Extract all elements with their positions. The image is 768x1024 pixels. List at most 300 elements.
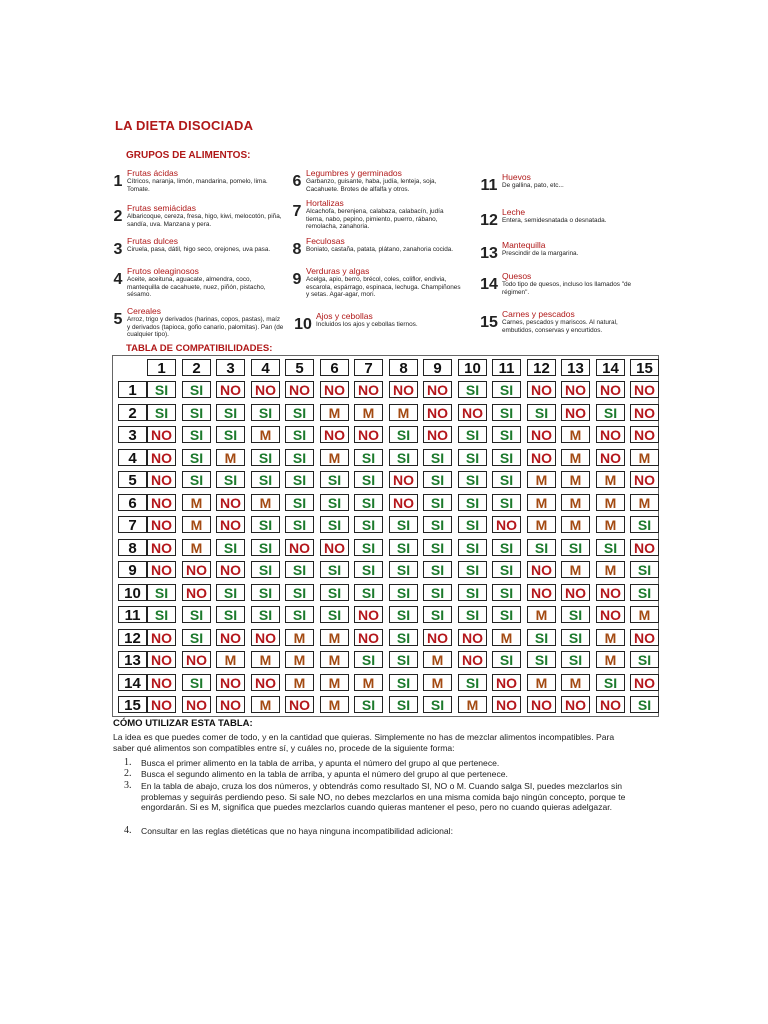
row-header: 4 (118, 449, 147, 466)
compat-cell: SI (561, 651, 590, 668)
compat-cell: NO (354, 426, 383, 443)
row-header: 3 (118, 426, 147, 443)
compat-cell: NO (492, 696, 521, 713)
compat-cell: SI (389, 539, 418, 556)
compat-cell: NO (354, 629, 383, 646)
compat-cell: SI (630, 584, 659, 601)
compat-cell: M (182, 539, 211, 556)
compat-cell: NO (561, 584, 590, 601)
compat-cell: NO (251, 674, 280, 691)
compat-cell: SI (492, 404, 521, 421)
column-header: 10 (458, 359, 487, 376)
compat-cell: SI (423, 696, 452, 713)
compat-cell: SI (182, 426, 211, 443)
group-number: 12 (480, 212, 498, 229)
compat-cell: M (251, 494, 280, 511)
compat-cell: NO (182, 651, 211, 668)
compat-cell: NO (596, 381, 625, 398)
compat-cell: NO (216, 516, 245, 533)
compat-cell: NO (527, 561, 556, 578)
row-header: 7 (118, 516, 147, 533)
compat-cell: NO (527, 381, 556, 398)
compat-cell: SI (630, 651, 659, 668)
step-text: Busca el segundo alimento en la tabla de arriba, y apunta el número del grupo al que pertenece. (141, 769, 508, 779)
compat-cell: SI (182, 629, 211, 646)
group-description: Todo tipo de quesos, incluso los llamados "de régimen". (502, 281, 632, 296)
group-number: 15 (480, 314, 498, 331)
compat-cell: SI (492, 584, 521, 601)
compat-cell: M (458, 696, 487, 713)
row-header: 15 (118, 696, 147, 713)
compat-cell: NO (630, 629, 659, 646)
compat-cell: M (320, 696, 349, 713)
compat-cell: NO (216, 696, 245, 713)
compat-cell: M (630, 606, 659, 623)
group-number: 14 (480, 276, 498, 293)
compat-cell: SI (527, 539, 556, 556)
compat-cell: SI (354, 449, 383, 466)
row-header: 5 (118, 471, 147, 488)
group-name: Frutas dulces (127, 236, 179, 246)
food-group (477, 207, 647, 229)
step-text: Consultar en las reglas dietéticas que no haya ninguna incompatibilidad adicional: (141, 826, 453, 836)
compat-cell: SI (458, 381, 487, 398)
compat-cell: M (596, 516, 625, 533)
step-item (124, 769, 644, 780)
compat-cell: SI (251, 404, 280, 421)
compat-cell: M (320, 449, 349, 466)
group-name: Frutas semiácidas (127, 203, 196, 213)
row-header: 11 (118, 606, 147, 623)
compat-cell: NO (527, 449, 556, 466)
group-number: 9 (292, 271, 302, 288)
compat-cell: NO (423, 629, 452, 646)
column-header: 8 (389, 359, 418, 376)
group-description: Arroz, trigo y derivados (harinas, copos, pastas), maíz y derivados (tapioca, gofio canario, palomitas). Pan (de cualquier tipo). (127, 316, 284, 339)
compat-cell: SI (389, 516, 418, 533)
groups-heading: GRUPOS DE ALIMENTOS: (126, 150, 251, 161)
column-header: 12 (527, 359, 556, 376)
compat-cell: NO (147, 696, 176, 713)
group-description: Alcachofa, berenjena, calabaza, calabacín, judía tierna, nabo, pepino, pimiento, puerro, rábano, remolacha, zanahoria. (306, 208, 444, 231)
compat-cell: SI (216, 584, 245, 601)
compat-cell: NO (285, 381, 314, 398)
compat-cell: SI (389, 629, 418, 646)
compat-cell: NO (147, 426, 176, 443)
compat-cell: NO (596, 426, 625, 443)
compat-cell: M (285, 629, 314, 646)
compat-cell: M (527, 516, 556, 533)
compat-cell: SI (389, 606, 418, 623)
compat-cell: NO (216, 381, 245, 398)
group-description: Incluidos los ajos y cebollas tiernos. (316, 321, 418, 328)
compat-cell: NO (596, 606, 625, 623)
food-group (112, 203, 284, 228)
group-number: 1 (113, 173, 123, 190)
compat-cell: M (285, 674, 314, 691)
compat-cell: NO (527, 584, 556, 601)
compat-cell: NO (389, 381, 418, 398)
compat-cell: NO (182, 696, 211, 713)
compat-cell: SI (251, 516, 280, 533)
compat-cell: SI (423, 449, 452, 466)
compat-cell: NO (147, 651, 176, 668)
group-description: Ciruela, pasa, dátil, higo seco, orejones, uva pasa. (127, 246, 271, 253)
group-number: 4 (113, 271, 123, 288)
compat-cell: NO (630, 426, 659, 443)
compat-cell: M (423, 651, 452, 668)
compat-cell: SI (492, 651, 521, 668)
compat-cell: M (320, 404, 349, 421)
compat-cell: SI (423, 584, 452, 601)
compat-cell: SI (216, 539, 245, 556)
compat-cell: SI (458, 584, 487, 601)
food-group (477, 240, 647, 262)
compat-cell: M (561, 516, 590, 533)
group-name: Ajos y cebollas (316, 311, 373, 321)
compat-cell: M (182, 516, 211, 533)
step-item (124, 826, 644, 837)
food-group (477, 309, 647, 334)
compat-cell: SI (251, 584, 280, 601)
compat-cell: SI (285, 426, 314, 443)
compat-cell: M (596, 651, 625, 668)
food-group (291, 236, 463, 258)
compat-cell: NO (492, 516, 521, 533)
food-group (477, 271, 647, 296)
group-description: Albaricoque, cereza, fresa, higo, kiwi, melocotón, piña, sandía, uva. Manzana y pera. (127, 213, 282, 228)
compat-cell: M (596, 494, 625, 511)
compat-cell: SI (458, 539, 487, 556)
compat-cell: SI (492, 494, 521, 511)
compat-cell: SI (527, 404, 556, 421)
compat-cell: SI (320, 494, 349, 511)
compat-cell: SI (423, 471, 452, 488)
compat-cell: SI (182, 404, 211, 421)
group-description: Acelga, apio, berro, brécol, coles, coliflor, endivia, escarola, espárrago, espinaca, lechuga. Champiñones y setas. Agar-agar, mori. (306, 276, 461, 299)
column-header: 13 (561, 359, 590, 376)
compat-cell: SI (354, 471, 383, 488)
group-name: Frutas ácidas (127, 168, 179, 178)
compat-cell: NO (354, 381, 383, 398)
table-heading: TABLA DE COMPATIBILIDADES: (126, 343, 273, 354)
group-name: Hortalizas (306, 198, 344, 208)
row-header: 8 (118, 539, 147, 556)
step-number: 4. (124, 825, 132, 836)
food-group (477, 172, 647, 194)
compat-cell: SI (492, 539, 521, 556)
compat-cell: SI (285, 404, 314, 421)
compat-cell: SI (423, 606, 452, 623)
compat-cell: NO (561, 381, 590, 398)
compat-cell: SI (492, 561, 521, 578)
compat-cell: SI (251, 539, 280, 556)
compat-cell: SI (389, 584, 418, 601)
compat-cell: NO (320, 381, 349, 398)
column-header: 15 (630, 359, 659, 376)
compat-cell: NO (458, 629, 487, 646)
group-number: 10 (294, 316, 312, 333)
compat-cell: SI (216, 606, 245, 623)
compat-cell: SI (458, 471, 487, 488)
compat-cell: M (527, 606, 556, 623)
row-header: 12 (118, 629, 147, 646)
step-text: Busca el primer alimento en la tabla de arriba, y apunta el número del grupo al que pertenece. (141, 758, 500, 768)
compat-cell: SI (492, 606, 521, 623)
compat-cell: M (527, 471, 556, 488)
compat-cell: NO (251, 629, 280, 646)
row-header: 13 (118, 651, 147, 668)
step-number: 3. (124, 780, 132, 791)
compat-cell: NO (285, 539, 314, 556)
compat-cell: SI (458, 606, 487, 623)
compat-cell: M (354, 404, 383, 421)
compat-cell: SI (389, 426, 418, 443)
compat-cell: NO (492, 674, 521, 691)
group-name: Frutos oleaginosos (127, 266, 199, 276)
compat-cell: M (561, 674, 590, 691)
group-description: Aceite, aceituna, aguacate, almendra, coco, mantequilla de cacahuete, nuez, piñón, pistacho, sésamo. (127, 276, 266, 299)
compat-cell: NO (320, 539, 349, 556)
group-number: 6 (292, 173, 302, 190)
page-title: LA DIETA DISOCIADA (115, 118, 254, 133)
compat-cell: SI (251, 606, 280, 623)
compat-cell: M (561, 471, 590, 488)
column-header: 5 (285, 359, 314, 376)
compat-cell: SI (251, 561, 280, 578)
group-description: Entera, semidesnatada o desnatada. (502, 217, 607, 224)
compat-cell: SI (630, 516, 659, 533)
compat-cell: SI (354, 584, 383, 601)
compat-cell: SI (285, 606, 314, 623)
food-group (291, 266, 463, 299)
compat-cell: NO (216, 674, 245, 691)
compat-cell: SI (527, 629, 556, 646)
column-header: 1 (147, 359, 176, 376)
compat-cell: SI (320, 606, 349, 623)
how-to-heading: CÓMO UTILIZAR ESTA TABLA: (113, 718, 253, 729)
compat-cell: SI (182, 449, 211, 466)
compat-cell: NO (182, 584, 211, 601)
row-header: 10 (118, 584, 147, 601)
compat-cell: NO (389, 471, 418, 488)
compat-cell: SI (182, 471, 211, 488)
compat-cell: NO (527, 426, 556, 443)
food-group (112, 266, 284, 299)
compat-cell: SI (354, 494, 383, 511)
compat-cell: M (527, 494, 556, 511)
compat-cell: NO (527, 696, 556, 713)
compat-cell: SI (182, 606, 211, 623)
compat-cell: M (320, 629, 349, 646)
compat-cell: SI (492, 426, 521, 443)
compat-cell: M (596, 561, 625, 578)
compat-cell: NO (147, 674, 176, 691)
compat-cell: SI (216, 404, 245, 421)
group-name: Huevos (502, 172, 531, 182)
compat-cell: NO (147, 449, 176, 466)
compat-cell: NO (354, 606, 383, 623)
compat-cell: SI (147, 606, 176, 623)
compat-cell: NO (147, 494, 176, 511)
compat-cell: SI (458, 516, 487, 533)
compat-cell: SI (147, 404, 176, 421)
compat-cell: SI (527, 651, 556, 668)
compat-cell: SI (423, 539, 452, 556)
compat-cell: SI (354, 539, 383, 556)
group-description: De gallina, pato, etc... (502, 182, 564, 189)
compat-cell: M (251, 651, 280, 668)
compat-cell: NO (596, 584, 625, 601)
column-header: 11 (492, 359, 521, 376)
compat-cell: NO (630, 539, 659, 556)
group-name: Mantequilla (502, 240, 546, 250)
group-name: Quesos (502, 271, 532, 281)
compat-cell: SI (320, 584, 349, 601)
compat-cell: SI (389, 561, 418, 578)
group-number: 2 (113, 208, 123, 225)
row-header: 14 (118, 674, 147, 691)
group-description: Prescindir de la margarina. (502, 250, 579, 257)
compat-cell: SI (285, 561, 314, 578)
compat-cell: NO (561, 404, 590, 421)
compat-cell: M (492, 629, 521, 646)
compat-cell: M (596, 629, 625, 646)
compat-cell: SI (492, 381, 521, 398)
compat-cell: M (561, 561, 590, 578)
compat-cell: SI (147, 584, 176, 601)
compat-cell: NO (630, 404, 659, 421)
column-header: 9 (423, 359, 452, 376)
compat-cell: NO (285, 696, 314, 713)
group-name: Verduras y algas (306, 266, 370, 276)
compat-cell: NO (320, 426, 349, 443)
compat-cell: SI (458, 449, 487, 466)
column-header: 2 (182, 359, 211, 376)
compat-cell: SI (320, 561, 349, 578)
step-number: 1. (124, 757, 132, 768)
compat-cell: SI (285, 584, 314, 601)
step-text: En la tabla de abajo, cruza los dos números, y obtendrás como resultado SI, NO o M. Cuando salga SI, puedes mezclarlos sin problemas y seguirás perdiendo peso. Si sale NO, no debes mezclarlos en una misma comida bajo ningún concepto, porque te engordarán. Si es M, significa que puedes mezclarlos cuando quieras mantener el peso, pero no cuando quieras adelgazar. (141, 781, 626, 812)
compat-cell: SI (458, 561, 487, 578)
compat-cell: M (354, 674, 383, 691)
compat-cell: SI (630, 561, 659, 578)
compat-cell: SI (458, 674, 487, 691)
row-header: 9 (118, 561, 147, 578)
compat-cell: SI (285, 449, 314, 466)
compat-cell: SI (285, 516, 314, 533)
compat-cell: SI (389, 696, 418, 713)
compat-cell: SI (216, 471, 245, 488)
row-header: 2 (118, 404, 147, 421)
compat-cell: NO (630, 674, 659, 691)
group-name: Carnes y pescados (502, 309, 575, 319)
compat-cell: SI (354, 561, 383, 578)
compat-cell: NO (423, 404, 452, 421)
compat-cell: NO (251, 381, 280, 398)
compat-cell: SI (596, 539, 625, 556)
food-group (112, 168, 284, 193)
compat-cell: NO (216, 561, 245, 578)
row-header: 6 (118, 494, 147, 511)
group-number: 5 (113, 311, 123, 328)
compat-cell: SI (354, 516, 383, 533)
column-header: 3 (216, 359, 245, 376)
compat-cell: SI (561, 606, 590, 623)
compat-cell: M (285, 651, 314, 668)
compat-cell: NO (423, 426, 452, 443)
compat-cell: M (182, 494, 211, 511)
compat-cell: M (389, 404, 418, 421)
compat-cell: M (561, 494, 590, 511)
compat-cell: SI (320, 516, 349, 533)
compat-cell: NO (630, 381, 659, 398)
compat-cell: NO (561, 696, 590, 713)
compat-cell: M (527, 674, 556, 691)
compat-cell: NO (458, 404, 487, 421)
compat-cell: M (251, 696, 280, 713)
compat-cell: M (216, 651, 245, 668)
compat-cell: SI (147, 381, 176, 398)
compat-cell: SI (458, 494, 487, 511)
compat-cell: NO (147, 539, 176, 556)
step-item (124, 758, 644, 769)
compat-cell: NO (216, 494, 245, 511)
compat-cell: NO (147, 516, 176, 533)
compat-cell: M (320, 674, 349, 691)
compat-cell: SI (458, 426, 487, 443)
group-description: Carnes, pescados y mariscos. Al natural, embutidos, conservas y encurtidos. (502, 319, 618, 334)
compat-cell: SI (423, 561, 452, 578)
compat-cell: SI (630, 696, 659, 713)
column-header: 7 (354, 359, 383, 376)
group-description: Boniato, castaña, patata, plátano, zanahoria cocida. (306, 246, 454, 253)
compat-cell: NO (147, 629, 176, 646)
group-number: 7 (292, 203, 302, 220)
compat-cell: SI (423, 516, 452, 533)
column-header: 6 (320, 359, 349, 376)
column-header: 14 (596, 359, 625, 376)
compat-cell: SI (492, 449, 521, 466)
compat-cell: M (423, 674, 452, 691)
group-name: Legumbres y germinados (306, 168, 402, 178)
compat-cell: SI (285, 471, 314, 488)
compat-cell: SI (492, 471, 521, 488)
compat-cell: M (630, 494, 659, 511)
group-description: Cítricos, naranja, limón, mandarina, pomelo, lima. Tomate. (127, 178, 268, 193)
compat-cell: SI (182, 674, 211, 691)
compat-cell: SI (182, 381, 211, 398)
compat-cell: NO (216, 629, 245, 646)
group-description: Garbanzo, guisante, haba, judía, lenteja, soja, Cacahuete. Brotes de alfalfa y otros. (306, 178, 437, 193)
compat-cell: SI (596, 674, 625, 691)
column-header: 4 (251, 359, 280, 376)
food-group (291, 168, 463, 193)
group-name: Leche (502, 207, 526, 217)
group-number: 13 (480, 245, 498, 262)
compat-cell: SI (354, 696, 383, 713)
row-header: 1 (118, 381, 147, 398)
compat-cell: SI (561, 629, 590, 646)
compat-cell: SI (216, 426, 245, 443)
group-name: Feculosas (306, 236, 345, 246)
food-group (112, 306, 284, 339)
compat-cell: M (561, 426, 590, 443)
compat-cell: NO (596, 449, 625, 466)
compat-cell: SI (423, 494, 452, 511)
step-number: 2. (124, 768, 132, 779)
group-number: 3 (113, 241, 123, 258)
